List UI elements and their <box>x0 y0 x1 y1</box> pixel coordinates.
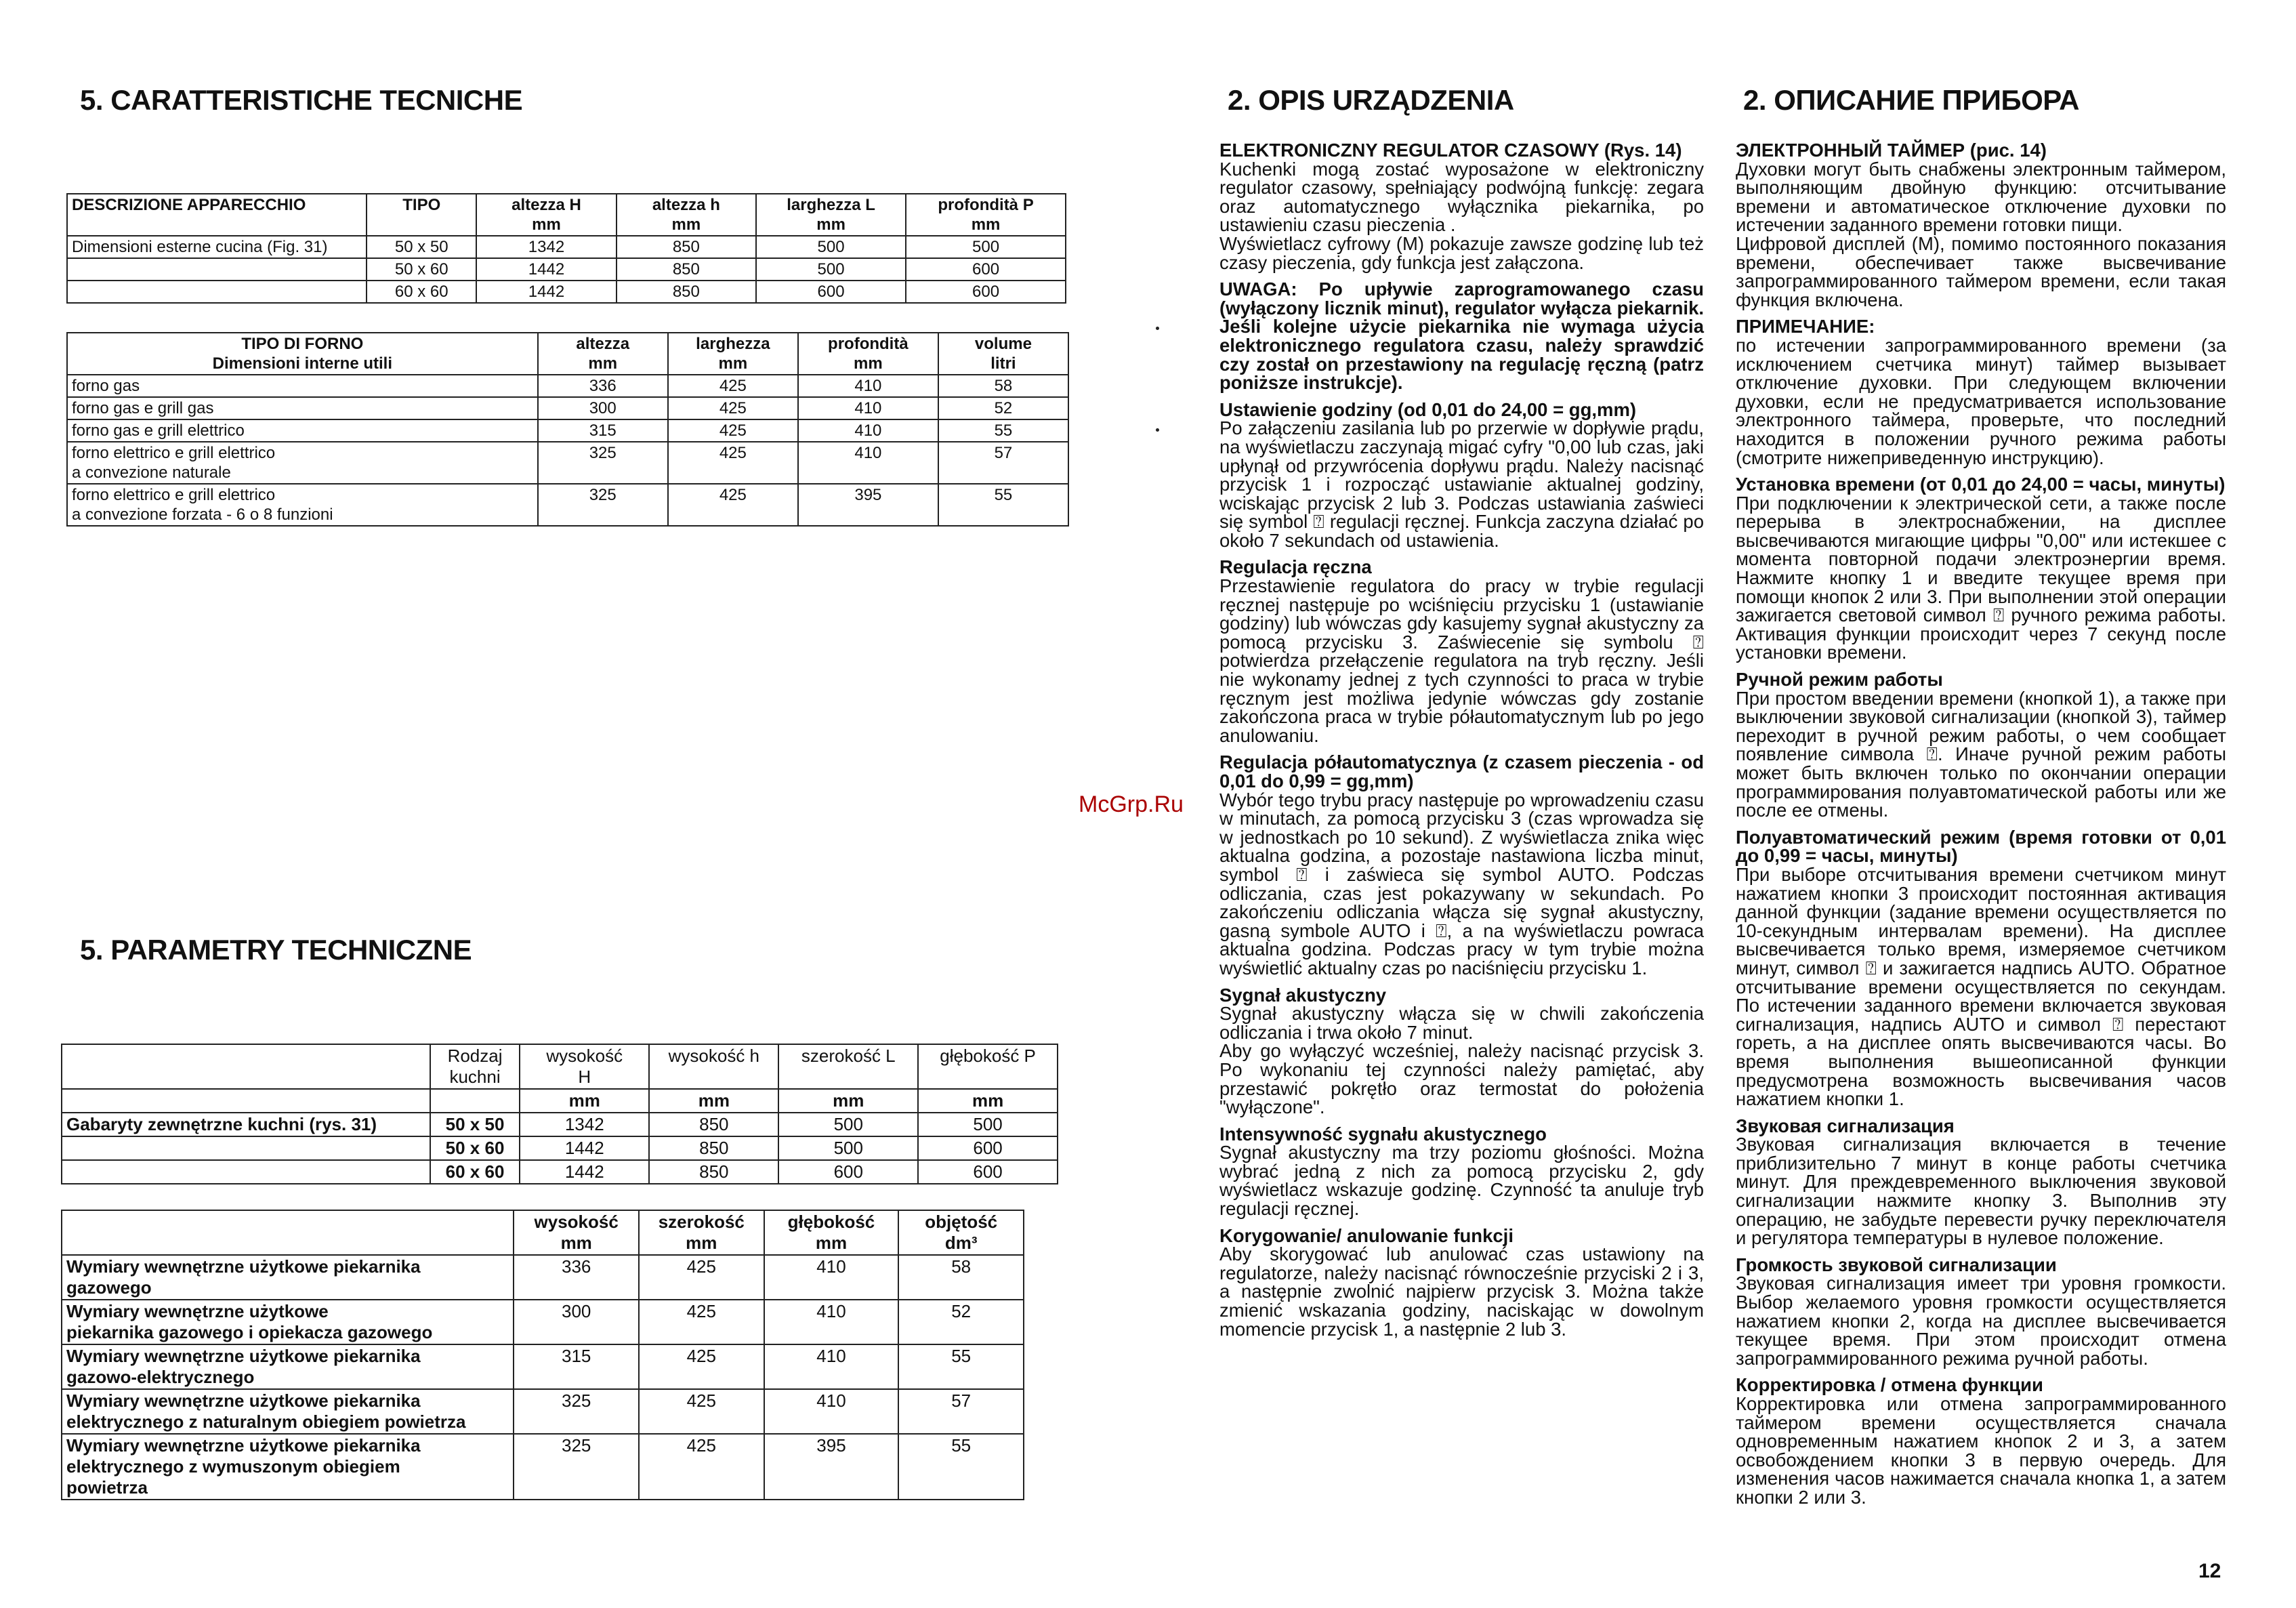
pl-t1-header: Rodzaj kuchni <box>430 1044 520 1089</box>
it-t1-cell: 50 x 50 <box>367 236 476 258</box>
table-row <box>67 281 1066 303</box>
pl-t2-cell: 425 <box>639 1300 764 1344</box>
pl-paragraph: Kuchenki mogą zostać wyposażone w elektroniczny regulator czasowy, spełniający podwójną funkcję: zegara oraz automatycznego wyłącznika piekarnika, po ustawieniu czasu pieczenia . Wyświetlacz cyfrowy (M) pokazuje zawsze godzinę lub też czasy pieczenia, gdy funkcja jest załączona. <box>1219 158 1704 273</box>
it-t1-cell: 1442 <box>476 258 616 281</box>
pl-t1-unit: mm <box>520 1089 649 1113</box>
it-t2-cell: 52 <box>938 397 1068 419</box>
ru-paragraph: Звуковая сигнализация включается в течение приблизительно 7 минут в конце работы счетчика минут. Для преждевременного выключения звуковой сигнализации нажмите кнопку 3. Выполнив эту операцию, не забудьте перевести ручку переключателя и регулятора температуры в нулевое положение. <box>1736 1134 2226 1249</box>
it-t1-cell: 1342 <box>476 236 616 258</box>
pl-t1-unit <box>430 1089 520 1113</box>
it-t2-cell: 425 <box>668 419 798 442</box>
it-t2-row-label: forno elettrico e grill elettrico a convezione naturale <box>67 442 538 484</box>
pl-paragraph: Aby skorygować lub anulować czas ustawiony na regulatorze, należy nacisnąć równocześnie przyciski 2 i 3, a następnie zwolnić najpierw przycisk 3. Można także zmienić wskazania godziny, naciskając w dowolnym momencie przycisk 1, a następnie 2 lub 3. <box>1219 1243 1704 1340</box>
pl-t1-header: szerokość L <box>778 1044 918 1089</box>
it-t2-cell: 410 <box>798 397 938 419</box>
pl-t1-cell: 600 <box>918 1136 1058 1160</box>
pl-t1-cell: 1342 <box>520 1113 649 1136</box>
it-t2-cell: 57 <box>938 442 1068 484</box>
it-t2-row-label: forno gas e grill elettrico <box>67 419 538 442</box>
it-t2-cell: 425 <box>668 375 798 397</box>
pl-t1-unit <box>62 1089 430 1113</box>
pl-t2-cell: 410 <box>764 1344 899 1389</box>
it-t2-header: profondità mm <box>798 333 938 375</box>
it-t2-row-label: forno gas e grill gas <box>67 397 538 419</box>
ru-paragraph: При простом введении времени (кнопкой 1), а также при выключении звуковой сигнализации (кнопкой 3), таймер переходит в ручной режим работы, о чем сообщает появление символа ⍰. Иначе ручной режим работы может быть включен только по окончании операции программирования полуавтоматической работы или же после ее отмены. <box>1736 687 2226 821</box>
pl-t2-row-label: Wymiary wewnętrzne użytkowe piekarnika gazowo-elektrycznego <box>62 1344 514 1389</box>
pl-t2-cell: 55 <box>898 1434 1024 1500</box>
it-t2-header: volume litri <box>938 333 1068 375</box>
ru-paragraph: Корректировка или отмена запрограммированного таймером времени осуществляется сначала одновременным нажатием кнопок 2 и 3, а затем освобождением кнопки 3 в первую очередь. Для изменения часов нажимается сначала кнопка 1, а затем кнопки 2 или 3. <box>1736 1393 2226 1508</box>
ru-subheading: Корректировка / отмена функции <box>1736 1374 2043 1396</box>
pl-subheading: Sygnał akustyczny <box>1219 984 1387 1006</box>
it-t2-cell: 425 <box>668 442 798 484</box>
pl-section-title: 5. PARAMETRY TECHNICZNE <box>80 934 472 966</box>
pl-t2-cell: 58 <box>898 1255 1024 1300</box>
it-external-dimensions-table <box>66 193 1066 304</box>
pl-t1-cell: 850 <box>649 1113 778 1136</box>
it-t1-cell: 500 <box>756 236 906 258</box>
gutter-bullet <box>1156 327 1159 330</box>
pl-t1-header: wysokość h <box>649 1044 778 1089</box>
pl-t2-header: objętość dm³ <box>898 1210 1024 1255</box>
pl-subheading: Regulacja ręczna <box>1219 556 1372 578</box>
pl-t2-cell: 425 <box>639 1344 764 1389</box>
pl-paragraph: Sygnał akustyczny ma trzy poziomu głośności. Można wybrać jedną z nich za pomocą przycisku 2, gdy wyświetlacz wskazuje godzinę. Czynność ta anuluje tryb regulacji ręcznej. <box>1219 1142 1704 1220</box>
it-t1-header: altezza h mm <box>617 194 756 236</box>
pl-t2-cell: 395 <box>764 1434 899 1500</box>
pl-t2-header: głębokość mm <box>764 1210 899 1255</box>
pl-t1-header <box>62 1044 430 1089</box>
pl-t2-cell: 410 <box>764 1300 899 1344</box>
ru-subheading: Полуавтоматический режим (время готовки от 0,01 до 0,99 = часы, минуты) <box>1736 826 2226 867</box>
ru-subheading: Громкость звуковой сигнализации <box>1736 1254 2057 1275</box>
ru-subheading: Ручной режим работы <box>1736 669 1943 690</box>
ru-paragraph: по истечении запрограммированного времени (за исключением счетчика минут) таймер вызывает отключение духовки. При следующем включении духовки, если не предусматривается использование электронного таймера, проверьте, что последний находится в положении ручного режима работы (смотрите нижеприведенную инструкцию). <box>1736 334 2226 468</box>
pl-t1-cell: 60 x 60 <box>430 1160 520 1184</box>
it-t1-header: TIPO <box>367 194 476 236</box>
pl-t2-cell: 52 <box>898 1300 1024 1344</box>
pl-subheading: Regulacja półautomatycznya (z czasem pieczenia - od 0,01 do 0,99 = gg,mm) <box>1219 751 1704 791</box>
pl-t1-header: wysokość H <box>520 1044 649 1089</box>
table-row <box>67 375 1068 397</box>
table-row <box>67 397 1068 419</box>
pl-t2-cell: 336 <box>514 1255 639 1300</box>
it-t1-row-label: Dimensioni esterne cucina (Fig. 31) <box>67 236 367 258</box>
pl-t2-cell: 325 <box>514 1434 639 1500</box>
it-t1-header: profondità P mm <box>906 194 1066 236</box>
table-row <box>67 236 1066 258</box>
it-t2-cell: 325 <box>538 442 668 484</box>
it-t1-header: altezza H mm <box>476 194 616 236</box>
it-t2-cell: 300 <box>538 397 668 419</box>
pl-t2-row-label: Wymiary wewnętrzne użytkowe piekarnika elektrycznego z naturalnym obiegiem powietrza <box>62 1389 514 1434</box>
it-t2-row-label: forno gas <box>67 375 538 397</box>
it-t1-cell: 600 <box>906 281 1066 303</box>
pl-t1-row-label <box>62 1136 430 1160</box>
ru-description-title: 2. ОПИСАНИЕ ПРИБОРА <box>1743 84 2079 116</box>
ru-paragraph: Духовки могут быть снабжены электронным таймером, выполняющим двойную функцию: отсчитывание времени и автоматическое отключение духовки по истечении заданного времени готовки пищи. Цифровой дисплей (M), помимо постоянного показания времени, обеспечивает также высвечивание запрограммированного таймером времени, если такая функция включена. <box>1736 158 2226 310</box>
table-row <box>67 484 1068 526</box>
pl-t2-cell: 55 <box>898 1344 1024 1389</box>
ru-paragraph: Звуковая сигнализация имеет три уровня громкости. Выбор желаемого уровня громкости осуществляется нажатием кнопки 2, когда на дисплее высвечивается текущее время. При этом происходит отмена запрограммированного режима ручной работы. <box>1736 1273 2226 1369</box>
pl-t1-cell: 500 <box>918 1113 1058 1136</box>
table-row <box>62 1160 1058 1184</box>
it-t2-cell: 336 <box>538 375 668 397</box>
pl-t1-cell: 850 <box>649 1160 778 1184</box>
it-t1-cell: 500 <box>756 258 906 281</box>
pl-t1-cell: 50 x 60 <box>430 1136 520 1160</box>
pl-t2-header: wysokość mm <box>514 1210 639 1255</box>
pl-t2-row-label: Wymiary wewnętrzne użytkowe piekarnika elektrycznego z wymuszonym obiegiem powietrza <box>62 1434 514 1500</box>
it-t2-cell: 315 <box>538 419 668 442</box>
pl-t1-cell: 1442 <box>520 1136 649 1160</box>
it-t2-cell: 325 <box>538 484 668 526</box>
it-t2-row-label: forno elettrico e grill elettrico a convezione forzata - 6 o 8 funzioni <box>67 484 538 526</box>
it-t2-header: altezza mm <box>538 333 668 375</box>
page-number: 12 <box>2198 1560 2221 1582</box>
pl-t1-cell: 850 <box>649 1136 778 1160</box>
table-row <box>62 1113 1058 1136</box>
pl-t1-cell: 600 <box>918 1160 1058 1184</box>
it-t1-cell: 850 <box>617 258 756 281</box>
it-oven-internal-dimensions-table <box>66 332 1069 527</box>
pl-t1-cell: 500 <box>778 1136 918 1160</box>
it-t2-header: larghezza mm <box>668 333 798 375</box>
it-t2-cell: 410 <box>798 442 938 484</box>
pl-t2-cell: 57 <box>898 1389 1024 1434</box>
it-t2-header: TIPO DI FORNO Dimensioni interne utili <box>67 333 538 375</box>
table-row <box>67 419 1068 442</box>
pl-t1-unit: mm <box>649 1089 778 1113</box>
gutter-bullet <box>1156 428 1159 432</box>
it-t1-cell: 600 <box>906 258 1066 281</box>
pl-description-column <box>1219 141 1704 1338</box>
pl-t2-cell: 425 <box>639 1255 764 1300</box>
pl-t1-row-label: Gabaryty zewnętrzne kuchni (rys. 31) <box>62 1113 430 1136</box>
it-t2-cell: 395 <box>798 484 938 526</box>
it-t1-header: larghezza L mm <box>756 194 906 236</box>
pl-t2-cell: 410 <box>764 1389 899 1434</box>
pl-paragraph: Wybór tego trybu pracy następuje po wprowadzeniu czasu w minutach, za pomocą przycisku 3 (czas wprowadza się w jednostkach po 10 sekund). Z wyświetlacza znika więc aktualna godzina, a pozostaje nastawiona liczba minut, symbol ⍰ i zaświeca się symbol AUTO. Podczas odliczania, czas jest pokazywany w sekundach. Po zakończeniu odliczania włącza się sygnał akustyczny, gasną symbole AUTO i ⍰, a na wyświetlaczu powraca aktualna godzina. Podczas pracy w tym trybie można wyświetlić aktualny czas po naciśnięciu przycisku 1. <box>1219 789 1704 978</box>
ru-paragraph: При подключении к электрической сети, а также после перерыва в электроснабжении, на дисплее высвечиваются мигающие цифры "0,00" или истекшее с момента повторной подачи электроэнергии время. Нажмите кнопку 1 и введите текущее время при помощи кнопок 2 или 3. При выполнении этой операции зажигается световой символ ⍰ ручного режима работы. Активация функции происходит через 7 секунд после установки времени. <box>1736 492 2226 663</box>
it-t1-cell: 500 <box>906 236 1066 258</box>
watermark: McGrp.Ru <box>1079 791 1184 817</box>
pl-paragraph: Przestawienie regulatora do pracy w trybie regulacji ręcznej następuje po wciśnięciu przycisku 1 (ustawianie godziny) lub wówczas gdy kasujemy sygnał akustyczny za pomocą przycisku 3. Zaświecenie się symbolu ⍰ potwierdza przełączenie regulatora na tryb ręczny. Jeśli nie wykonamy jednej z tych czynności to praca w trybie ręcznym jest możliwa jedynie wówczas gdy zostanie zakończona praca w trybie półautomatycznym lub po jego anulowaniu. <box>1219 575 1704 746</box>
table-row <box>62 1389 1024 1434</box>
it-t2-cell: 55 <box>938 484 1068 526</box>
it-t2-cell: 425 <box>668 484 798 526</box>
pl-t2-header <box>62 1210 514 1255</box>
it-t1-cell: 1442 <box>476 281 616 303</box>
it-t1-row-label <box>67 281 367 303</box>
ru-subheading: ПРИМЕЧАНИЕ: <box>1736 316 1875 337</box>
pl-t1-cell: 500 <box>778 1113 918 1136</box>
it-t1-cell: 600 <box>756 281 906 303</box>
it-t1-cell: 850 <box>617 236 756 258</box>
pl-subheading: UWAGA: Po upływie zaprogramowanego czasu (wyłączony licznik minut), regulator wyłącza piekarnik. Jeśli kolejne użycie piekarnika nie wymaga użycia elektronicznego regulatora czasu, należy sprawdzić czy został on przestawiony na regulację ręczną (patrz poniższe instrukcje). <box>1219 279 1704 394</box>
ru-description-column <box>1736 141 2226 1507</box>
pl-paragraph: Po załączeniu zasilania lub po przerwie w dopływie prądu, na wyświetlaczu zaczynają migać cyfry "0,00 lub czas, jaki upłynął od przywrócenia dopływu prądu. Należy nacisnąć przycisk 1 i rozpocząć ustawianie aktualnej godziny, wciskając przycisk 2 lub 3. Podczas ustawiania zaświeci się symbol ⍰ regulacji ręcznej. Funkcja zaczyna działać po około 7 sekundach od ustawienia. <box>1219 417 1704 551</box>
pl-subheading: Intensywność sygnału akustycznego <box>1219 1123 1547 1145</box>
ru-subheading: Установка времени (от 0,01 до 24,00 = часы, минуты) <box>1736 474 2226 495</box>
pl-t2-cell: 300 <box>514 1300 639 1344</box>
pl-description-title: 2. OPIS URZĄDZENIA <box>1228 84 1514 116</box>
pl-subheading: ELEKTRONICZNY REGULATOR CZASOWY (Rys. 14) <box>1219 140 1682 161</box>
it-t2-cell: 425 <box>668 397 798 419</box>
table-row <box>67 258 1066 281</box>
pl-t1-cell: 600 <box>778 1160 918 1184</box>
pl-t2-header: szerokość mm <box>639 1210 764 1255</box>
it-t1-header: DESCRIZIONE APPARECCHIO <box>67 194 367 236</box>
pl-t1-unit: mm <box>918 1089 1058 1113</box>
pl-paragraph: Sygnał akustyczny włącza się w chwili zakończenia odliczania i trwa około 7 minut. Aby go wyłączyć wcześniej, należy nacisnąć przycisk 3. Po wykonaniu tej czynności należy pamiętać, aby przestawić pokrętło oraz termostat do położenia "wyłączone". <box>1219 1003 1704 1118</box>
it-t2-cell: 58 <box>938 375 1068 397</box>
pl-t2-row-label: Wymiary wewnętrzne użytkowe piekarnika gazowego i opiekacza gazowego <box>62 1300 514 1344</box>
ru-paragraph: При выборе отсчитывания времени счетчиком минут нажатием кнопки 3 происходит постоянная активация данной функции (задание времени осуществляется по 10-секундным интервалам времени). На дисплее высвечивается только время, измеряемое счетчиком минут, символ ⍰ и зажигается надпись AUTO. Обратное отсчитывание времени осуществляется по секундам. По истечении заданного времени включается звуковая сигнализация, надпись AUTO и символ ⍰ перестают гореть, а на дисплее опять высвечиваются часы. Во время выполнения вышеописанной функции предусмотрена возможность высвечивания часов нажатием кнопки 1. <box>1736 863 2226 1110</box>
pl-t2-cell: 325 <box>514 1389 639 1434</box>
pl-subheading: Korygowanie/ anulowanie funkcji <box>1219 1224 1514 1246</box>
it-t1-cell: 60 x 60 <box>367 281 476 303</box>
table-row <box>67 442 1068 484</box>
pl-t2-row-label: Wymiary wewnętrzne użytkowe piekarnika gazowego <box>62 1255 514 1300</box>
it-t2-cell: 410 <box>798 375 938 397</box>
it-t2-cell: 55 <box>938 419 1068 442</box>
pl-t1-row-label <box>62 1160 430 1184</box>
it-t1-cell: 850 <box>617 281 756 303</box>
ru-subheading: Звуковая сигнализация <box>1736 1115 1955 1136</box>
table-row <box>62 1136 1058 1160</box>
it-t2-cell: 410 <box>798 419 938 442</box>
pl-subheading: Ustawienie godziny (od 0,01 do 24,00 = gg,mm) <box>1219 398 1637 420</box>
pl-t1-cell: 1442 <box>520 1160 649 1184</box>
pl-t2-cell: 410 <box>764 1255 899 1300</box>
pl-t1-header: głębokość P <box>918 1044 1058 1089</box>
it-t1-row-label <box>67 258 367 281</box>
table-row <box>62 1434 1024 1500</box>
pl-t1-cell: 50 x 50 <box>430 1113 520 1136</box>
table-row <box>62 1300 1024 1344</box>
pl-external-dimensions-table <box>61 1044 1058 1184</box>
pl-oven-internal-dimensions-table <box>61 1210 1024 1500</box>
ru-subheading: ЭЛЕКТРОННЫЙ ТАЙМЕР (рис. 14) <box>1736 140 2047 161</box>
pl-t2-cell: 425 <box>639 1434 764 1500</box>
pl-t2-cell: 315 <box>514 1344 639 1389</box>
table-row <box>62 1255 1024 1300</box>
pl-t2-cell: 425 <box>639 1389 764 1434</box>
it-section-title: 5. CARATTERISTICHE TECNICHE <box>80 84 523 116</box>
pl-t1-unit: mm <box>778 1089 918 1113</box>
it-t1-cell: 50 x 60 <box>367 258 476 281</box>
table-row <box>62 1344 1024 1389</box>
